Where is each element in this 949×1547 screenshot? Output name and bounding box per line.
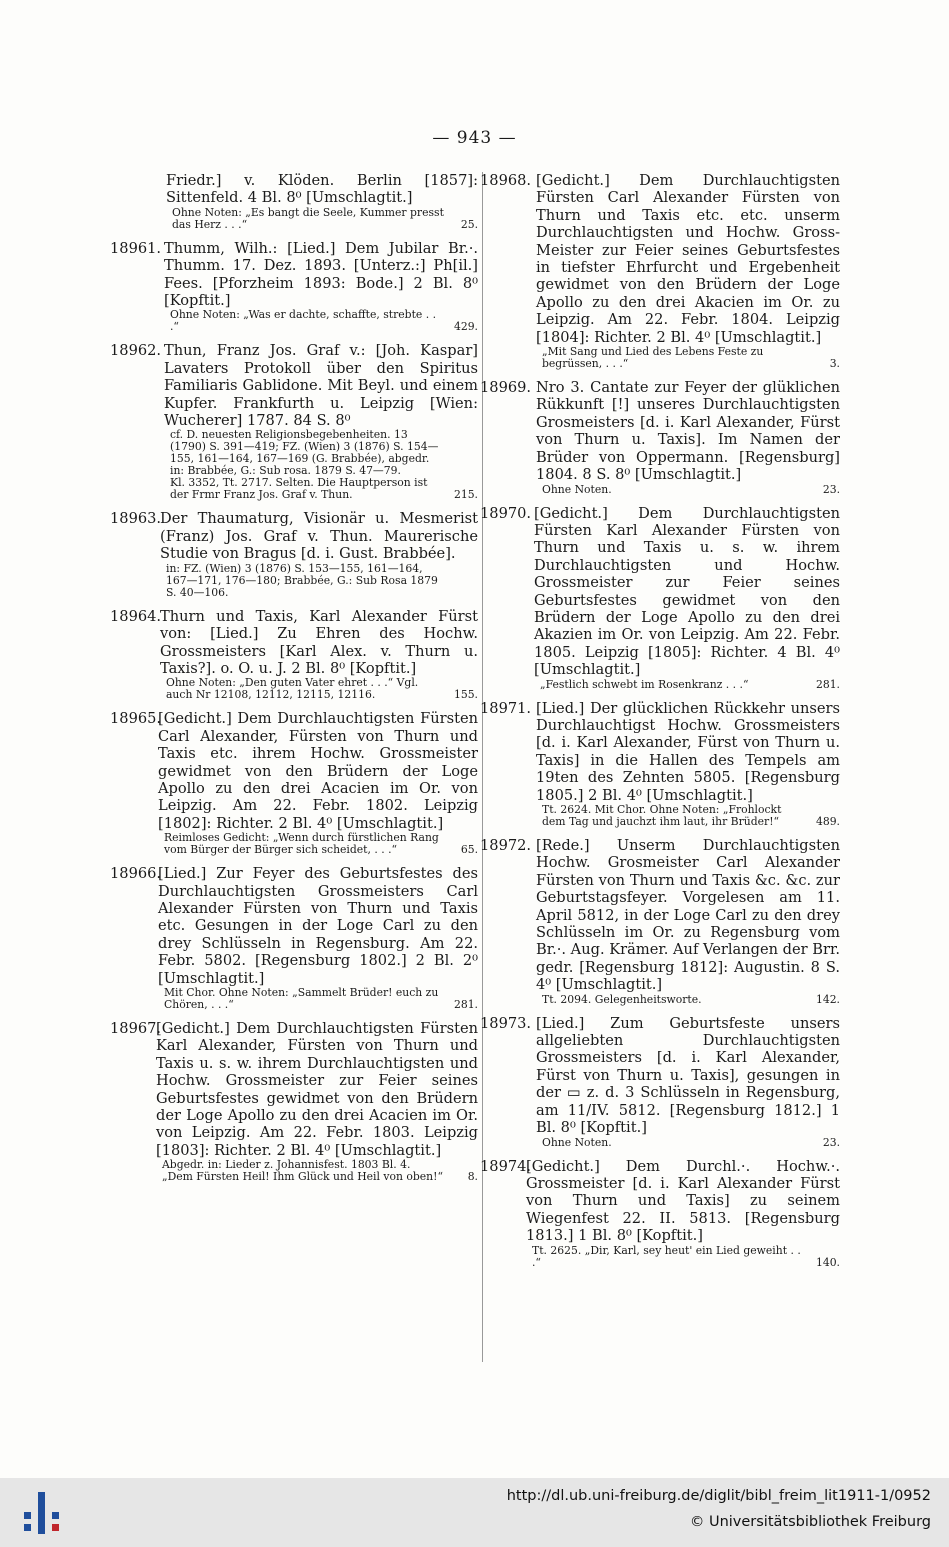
note-text: „Mit Sang und Lied des Lebens Feste zu begrüssen, . . .“ xyxy=(542,345,764,371)
note-text: Ohne Noten. xyxy=(542,1135,612,1149)
entry-note xyxy=(532,1245,840,1269)
note-text: Ohne Noten. xyxy=(542,482,612,496)
bibliography-entry xyxy=(110,240,478,334)
entry-number: 18966. xyxy=(110,865,162,883)
entry-note xyxy=(170,309,478,333)
entry-note xyxy=(170,429,478,477)
entry-number: 18974. xyxy=(480,1157,532,1175)
note-reference-number: 3. xyxy=(829,357,840,371)
entry-number: 18969. xyxy=(480,379,532,397)
entry-number: 18967. xyxy=(110,1020,162,1037)
note-reference-number: 429. xyxy=(453,320,478,334)
entry-text: [Lied.] Der glücklichen Rückkehr unsers Durchlauchtigst Hochw. Grossmeisters [d. i. Karl Alexander, Fürst von Thurn u. Taxis] in die Hallen des Tempels am 19ten des Zehnten 5805. [Regensburg 1805.] 2 Bl. 4⁰ [Umschlagtit.] xyxy=(536,699,840,804)
note-reference-number: 25. xyxy=(460,217,478,231)
note-text: in: FZ. (Wien) 3 (1876) S. 153—155, 161—164, 167—171, 176—180; Brabbée, G.: Sub Rosa 1879 S. 40—106. xyxy=(166,561,438,599)
note-text: Ohne Noten: „Es bangt die Seele, Kummer presst das Herz . . .“ xyxy=(172,205,444,231)
entry-note xyxy=(164,832,478,856)
bibliography-entry xyxy=(480,505,840,691)
note-text: „Festlich schwebt im Rosenkranz . . .“ xyxy=(540,677,749,691)
note-text: Tt. 2625. „Dir, Karl, sey heut' ein Lied geweiht . . .“ xyxy=(532,1243,801,1269)
note-text: Tt. 2094. Gelegenheitsworte. xyxy=(542,992,702,1006)
note-text: Mit Chor. Ohne Noten: „Sammelt Brüder! euch zu Chören, . . .“ xyxy=(164,986,439,1011)
note-text: „Dem Fürsten Heil! Ihm Glück und Heil von oben!“ xyxy=(162,1170,443,1184)
note-reference-number: 155. xyxy=(453,688,478,702)
entry-number: 18972. xyxy=(480,837,532,854)
entry-text: Nro 3. Cantate zur Feyer der glüklichen Rükkunft [!] unseres Durchlauchtigsten Grosmeisters [d. i. Karl Alexander, Fürst von Thurn u. Taxis]. Im Namen der Brüder von Oppermann. [Regensburg] 1804. 8 S. 8⁰ [Umschlagtit.] xyxy=(536,379,840,484)
left-column xyxy=(110,172,478,1192)
note-text: Ohne Noten: „Den guten Vater ehret . . .“ Vgl. auch Nr 12108, 12112, 12115, 12116. xyxy=(166,676,419,702)
bibliography-entry xyxy=(110,510,478,598)
source-url-link[interactable]: http://dl.ub.uni-freiburg.de/diglit/bibl_freim_lit1911-1/0952 xyxy=(506,1488,931,1504)
ub-freiburg-logo-icon xyxy=(20,1490,64,1536)
note-reference-number: 8. xyxy=(467,1170,478,1184)
entry-note xyxy=(542,804,840,828)
note-reference-number: 65. xyxy=(460,843,478,857)
entry-text: Thumm, Wilh.: [Lied.] Dem Jubilar Br.·. Thumm. 17. Dez. 1893. [Unterz.:] Ph[il.] Fees. [Pforzheim 1893: Bode.] 2 Bl. 8⁰ [Kopftit.] xyxy=(164,239,478,310)
entry-note xyxy=(542,1137,840,1149)
bibliography-entry xyxy=(110,172,478,231)
entry-text: Friedr.] v. Klöden. Berlin [1857]: Sittenfeld. 4 Bl. 8⁰ [Umschlagtit.] xyxy=(166,172,478,207)
entry-note xyxy=(542,346,840,370)
entry-text: [Gedicht.] Dem Durchlauchtigsten Fürsten Carl Alexander, Fürsten von Thurn und Taxis etc. ihrem Hochw. Grossmeister gewidmet von den Brüdern der Loge Apollo zu den drei Acacien im Or. von Leipzig. Am 22. Febr. 1802. Leipzig [1802]: Richter. 2 Bl. 4⁰ [Umschlagtit.] xyxy=(158,710,478,832)
entry-text: Thurn und Taxis, Karl Alexander Fürst von: [Lied.] Zu Ehren des Hochw. Grossmeisters [Karl Alex. v. Thurn u. Taxis?]. o. O. u. J. 2 Bl. 8⁰ [Kopftit.] xyxy=(160,607,478,677)
entry-text: [Lied.] Zum Geburtsfeste unsers allgeliebten Durchlauchtigsten Grossmeisters [d. i. Karl Alexander, Fürst von Thurn u. Taxis], gesungen in der ▭ z. d. 3 Schlüsseln in Regensburg, am 11/IV. 5812. [Regensburg 1812.] 1 Bl. 8⁰ [Kopftit.] xyxy=(536,1014,840,1137)
entry-text: [Gedicht.] Dem Durchl.·. Hochw.·. Grossmeister [d. i. Karl Alexander Fürst von Thurn und Taxis] zu seinem Wiegenfest 22. II. 5813. [Regensburg 1813.] 1 Bl. 8⁰ [Kopftit.] xyxy=(526,1157,840,1245)
note-text: Abgedr. in: Lieder z. Johannisfest. 1803 Bl. 4. xyxy=(162,1158,411,1172)
note-reference-number: 281. xyxy=(815,677,840,691)
entry-number: 18961. xyxy=(110,239,162,257)
bibliography-entry xyxy=(480,172,840,370)
entry-number: 18968. xyxy=(480,172,532,189)
entry-number: 18973. xyxy=(480,1014,532,1032)
note-text: Reimloses Gedicht: „Wenn durch fürstlichen Rang vom Bürger der Bürger sich scheidet, . . .“ xyxy=(164,831,439,857)
note-reference-number: 140. xyxy=(815,1255,840,1269)
entry-text: [Gedicht.] Dem Durchlauchtigsten Fürsten Karl Alexander, Fürsten von Thurn und Taxis u. s. w. ihrem Durchlauchtigsten und Hochw. Grossmeister zur Feier seines Geburtsfestes gewidmet von den Brüdern der Loge Apollo zu den drei Acacien im Or. von Leipzig. Am 22. Febr. 1803. Leipzig [1803]: Richter. 2 Bl. 4⁰ [Umschlagtit.] xyxy=(156,1020,478,1159)
entry-number: 18964. xyxy=(110,607,162,625)
bibliography-entry xyxy=(480,1015,840,1149)
entry-number: 18971. xyxy=(480,699,532,717)
entry-note xyxy=(542,994,840,1006)
copyright-text: © Universitätsbibliothek Freiburg xyxy=(689,1514,931,1530)
entry-note xyxy=(166,677,478,701)
bibliography-entry xyxy=(110,1020,478,1183)
entry-text: [Gedicht.] Dem Durchlauchtigsten Fürsten Carl Alexander Fürsten von Thurn und Taxis etc. etc. unserm Durchlauchtigsten und Hochw. Gross-Meister zur Feier seines Geburtsfestes in tiefster Ehrfurcht und Ergebenheit gewidmet von den Brüdern der Loge Apollo zu den drei Akacien im Or. zu Leipzig. Am 22. Febr. 1804. Leipzig [1804]: Richter. 2 Bl. 4⁰ [Umschlagtit.] xyxy=(536,172,840,346)
note-text: Ohne Noten: „Was er dachte, schaffte, strebte . . .“ xyxy=(170,308,437,334)
note-text: Tt. 2624. Mit Chor. Ohne Noten: „Frohlockt dem Tag und jauchzt ihm laut, ihr Brüder!“ xyxy=(542,803,782,828)
right-column xyxy=(480,172,840,1278)
entry-note xyxy=(170,477,478,501)
footer-bar xyxy=(0,1478,949,1547)
entry-note xyxy=(164,987,478,1011)
note-reference-number: 281. xyxy=(453,998,478,1011)
entry-number: 18970. xyxy=(480,504,532,522)
note-reference-number: 23. xyxy=(822,1135,840,1149)
note-text: cf. D. neuesten Religionsbegebenheiten. 13 (1790) S. 391—419; FZ. (Wien) 3 (1876) S. 154—155, 161—164, 167—169 (G. Brabbée), abgedr. in: Brabbée, G.: Sub rosa. 1879 S. 47—79. xyxy=(170,428,439,478)
entry-text: Thun, Franz Jos. Graf v.: [Joh. Kaspar] Lavaters Protokoll über den Spiritus Familiaris Gablidone. Mit Beyl. und einem Kupfer. Frankfurth u. Leipzig [Wien: Wucherer] 1787. 84 S. 8⁰ xyxy=(164,342,478,430)
entry-text: [Gedicht.] Dem Durchlauchtigsten Fürsten Karl Alexander Fürsten von Thurn und Taxis u. s. w. ihrem Durchlauchtigsten und Hochw. Grossmeister zur Feier seines Geburtsfestes gewidmet von den Brüdern der Loge Apollo zu den drei Akazien im Or. von Leipzig. Am 22. Febr. 1805. Leipzig [1805]: Richter. 4 Bl. 4⁰ [Umschlagtit.] xyxy=(534,504,840,679)
entry-note xyxy=(542,484,840,496)
note-reference-number: 142. xyxy=(815,992,840,1006)
bibliography-entry xyxy=(110,608,478,702)
note-text: Kl. 3352, Tt. 2717. Selten. Die Hauptperson ist der Frmr Franz Jos. Graf v. Thun. xyxy=(170,476,428,502)
bibliography-entry xyxy=(480,379,840,495)
entry-text: [Lied.] Zur Feyer des Geburtsfestes des Durchlauchtigsten Grossmeisters Carl Alexander Fürsten von Thurn und Taxis etc. Gesungen in der Loge Carl zu den drey Schlüsseln in Regensburg. Am 22. Febr. 5802. [Regensburg 1802.] 2 Bl. 2⁰ [Umschlagtit.] xyxy=(158,865,478,987)
entry-note xyxy=(162,1171,478,1183)
note-reference-number: 23. xyxy=(822,482,840,496)
page-number: — 943 — xyxy=(432,128,517,148)
entry-note xyxy=(172,207,478,231)
entry-number: 18965. xyxy=(110,710,162,728)
entry-text: Der Thaumaturg, Visionär u. Mesmerist (Franz) Jos. Graf v. Thun. Maurerische Studie von Bragus [d. i. Gust. Brabbée]. xyxy=(160,510,478,563)
bibliography-entry xyxy=(110,710,478,856)
bibliography-entry xyxy=(480,837,840,1006)
bibliography-entry xyxy=(480,1158,840,1269)
bibliography-entry xyxy=(110,342,478,501)
note-reference-number: 215. xyxy=(453,488,478,502)
entry-note xyxy=(540,679,840,691)
note-reference-number: 489. xyxy=(815,815,840,828)
bibliography-entry xyxy=(110,865,478,1011)
entry-number: 18962. xyxy=(110,342,162,360)
entry-text: [Rede.] Unserm Durchlauchtigsten Hochw. Grosmeister Carl Alexander Fürsten von Thurn und Taxis &c. &c. zur Geburtstagsfeyer. Vorgelesen am 11. April 5812, in der Loge Carl zu den drey Schlüsseln im Or. zu Regensburg vom Br.·. Aug. Krämer. Auf Verlangen der Brr. gedr. [Regensburg 1812]: Augustin. 8 S. 4⁰ [Umschlagtit.] xyxy=(536,837,840,994)
entry-note xyxy=(166,563,478,599)
entry-number: 18963. xyxy=(110,510,162,528)
bibliography-entry xyxy=(480,700,840,828)
